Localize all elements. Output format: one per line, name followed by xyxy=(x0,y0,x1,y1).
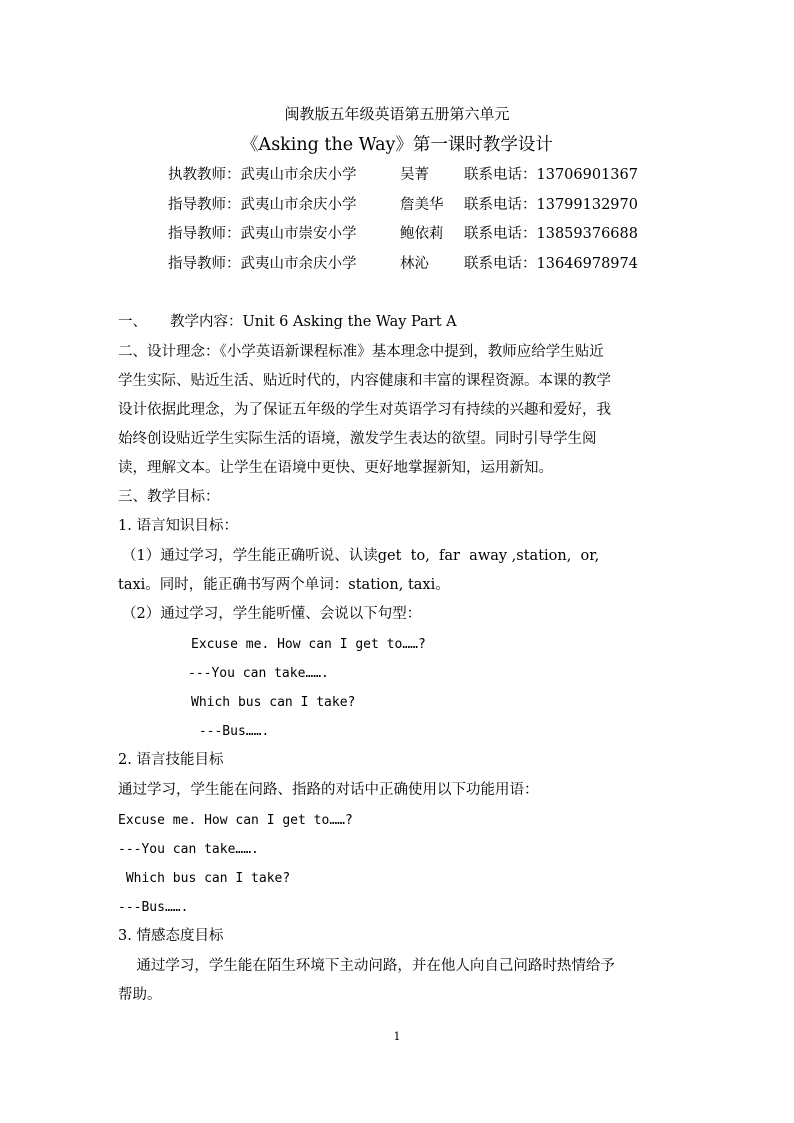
sentence-pattern: ---Bus……. xyxy=(118,900,189,915)
sentence-pattern: ---You can take……. xyxy=(188,666,329,681)
paragraph-line: 通过学习，学生能在陌生环境下主动问路，并在他人向自己问路时热情给予 xyxy=(118,958,615,974)
section-teaching-content: 一、 教学内容：Unit 6 Asking the Way Part A xyxy=(118,314,457,330)
paragraph-line: 二、设计理念：《小学英语新课程标准》基本理念中提到，教师应给学生贴近 xyxy=(118,344,604,360)
sentence-pattern: ---Bus……. xyxy=(191,724,270,739)
sentence-pattern: ---You can take……. xyxy=(118,842,259,857)
sentence-pattern: Which bus can I take? xyxy=(118,871,291,886)
list-item: （2）通过学习，学生能听懂、会说以下句型： xyxy=(122,606,422,622)
sentence-pattern: Excuse me. How can I get to……? xyxy=(118,813,353,828)
staff-phone: 联系电话：13859376688 xyxy=(464,226,638,242)
doc-subtitle: 闽教版五年级英语第五册第六单元 xyxy=(284,105,510,123)
staff-name: 吴菁 xyxy=(400,167,429,183)
sentence-pattern: Which bus can I take? xyxy=(191,695,356,710)
staff-name: 林沁 xyxy=(400,256,429,272)
page-number: 1 xyxy=(393,1030,401,1043)
paragraph-line: 学生实际、贴近生活、贴近时代的，内容健康和丰富的课程资源。本课的教学 xyxy=(118,373,611,389)
subsection-heading: 2. 语言技能目标 xyxy=(118,752,224,768)
paragraph-line: 始终创设贴近学生实际生活的语境，激发学生表达的欲望。同时引导学生阅 xyxy=(118,431,597,447)
staff-role-school: 指导教师：武夷山市余庆小学 xyxy=(168,256,357,272)
doc-title: 《Asking the Way》第一课时教学设计 xyxy=(241,135,553,155)
paragraph-line: 帮助。 xyxy=(118,987,162,1003)
staff-phone: 联系电话：13646978974 xyxy=(464,256,638,272)
staff-phone: 联系电话：13706901367 xyxy=(464,167,638,183)
staff-phone: 联系电话：13799132970 xyxy=(464,197,638,213)
staff-name: 詹美华 xyxy=(400,197,444,213)
subsection-heading: 3. 情感态度目标 xyxy=(118,928,224,944)
staff-name: 鲍依莉 xyxy=(400,226,444,242)
staff-role-school: 指导教师：武夷山市余庆小学 xyxy=(168,197,357,213)
paragraph-line: 读，理解文本。让学生在语境中更快、更好地掌握新知，运用新知。 xyxy=(118,460,553,476)
section-heading: 三、教学目标： xyxy=(118,489,220,505)
list-item: （1）通过学习，学生能正确听说、认读get to, far away ,station, or, xyxy=(122,548,600,564)
paragraph-line: 设计依据此理念，为了保证五年级的学生对英语学习有持续的兴趣和爱好，我 xyxy=(118,402,611,418)
paragraph-line: 通过学习，学生能在问路、指路的对话中正确使用以下功能用语： xyxy=(118,782,539,798)
list-item-continuation: taxi。同时，能正确书写两个单词：station, taxi。 xyxy=(118,577,450,593)
staff-role-school: 执教教师：武夷山市余庆小学 xyxy=(168,167,357,183)
sentence-pattern: Excuse me. How can I get to……? xyxy=(191,637,426,652)
staff-role-school: 指导教师：武夷山市崇安小学 xyxy=(168,226,357,242)
subsection-heading: 1. 语言知识目标： xyxy=(118,518,238,534)
